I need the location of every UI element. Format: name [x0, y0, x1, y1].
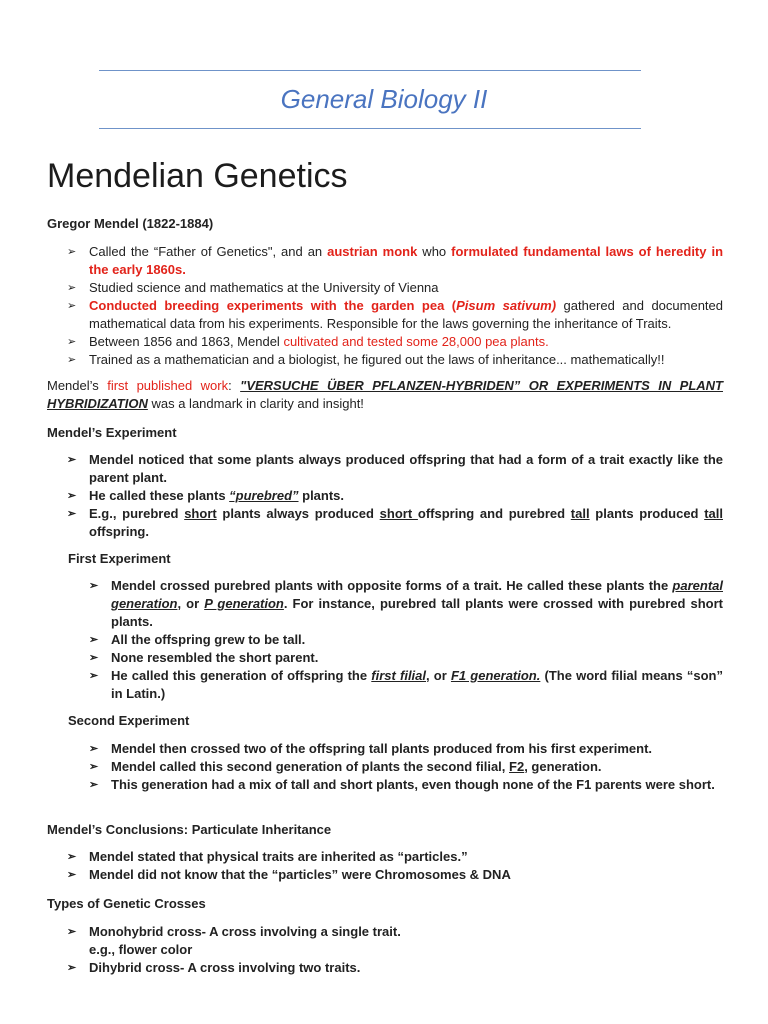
conclusions-heading: Mendel’s Conclusions: Particulate Inheritance — [47, 822, 332, 837]
arrow-bullet-icon: ➢ — [67, 354, 77, 366]
list-item: ➢ Mendel noticed that some plants always produced offspring that had a form of a trait exactly like the parent plant. — [67, 452, 723, 485]
mendel-bullet-list — [67, 243, 723, 369]
list-item: ➢ Mendel crossed purebred plants with opposite forms of a trait. He called these plants the parental generation, or P generation. For instance, purebred tall plants were crossed with purebred short plants. — [89, 578, 724, 629]
second-experiment-bullet-list — [89, 740, 723, 794]
list-item: ➢ Mendel then crossed two of the offspring tall plants produced from his first experiment. — [89, 741, 653, 756]
list-item: ➢ None resembled the short parent. — [89, 650, 319, 665]
list-item: ➢ He called these plants “purebred” plants. — [67, 488, 345, 503]
course-title: General Biology II — [280, 84, 488, 114]
list-item: ➢ Mendel called this second generation of plants the second filial, F2, generation. — [89, 759, 602, 774]
list-item: ➢ Trained as a mathematician and a biologist, he figured out the laws of inheritance... mathematically!! — [67, 352, 665, 367]
arrow-bullet-icon: ➢ — [67, 851, 77, 863]
arrow-bullet-icon: ➢ — [89, 761, 99, 773]
list-item: ➢ Studied science and mathematics at the University of Vienna — [67, 280, 439, 295]
arrow-bullet-icon: ➢ — [89, 743, 99, 755]
list-item: ➢ All the offspring grew to be tall. — [89, 632, 306, 647]
arrow-bullet-icon: ➢ — [89, 652, 99, 664]
arrow-bullet-icon: ➢ — [67, 490, 77, 502]
first-experiment-bullet-list — [89, 577, 723, 703]
arrow-bullet-icon: ➢ — [89, 634, 99, 646]
arrow-bullet-icon: ➢ — [67, 336, 77, 348]
list-item: ➢ E.g., purebred short plants always produced short offspring and purebred tall plants produced tall offspring. — [67, 506, 723, 539]
arrow-bullet-icon: ➢ — [89, 670, 99, 682]
header-top-rule — [99, 70, 641, 71]
conclusions-bullet-list — [67, 848, 723, 884]
arrow-bullet-icon: ➢ — [67, 300, 77, 312]
arrow-bullet-icon: ➢ — [67, 454, 77, 466]
arrow-bullet-icon: ➢ — [67, 962, 77, 974]
arrow-bullet-icon: ➢ — [67, 282, 77, 294]
arrow-bullet-icon: ➢ — [67, 246, 77, 258]
second-experiment-heading: Second Experiment — [68, 713, 190, 728]
crosses-heading: Types of Genetic Crosses — [47, 896, 206, 911]
arrow-bullet-icon: ➢ — [67, 508, 77, 520]
experiment-bullet-list — [67, 451, 723, 541]
first-published-work-paragraph: Mendel’s first published work: "VERSUCHE ÜBER PFLANZEN-HYBRIDEN” OR EXPERIMENTS IN PLANT HYBRIDIZATION was a landmark in clarity and insight! — [47, 378, 723, 411]
list-item: ➢ Mendel did not know that the “particles” were Chromosomes & DNA — [67, 867, 511, 882]
crosses-bullet-list — [67, 923, 723, 977]
mendel-heading: Gregor Mendel (1822-1884) — [47, 216, 214, 231]
page-title: Mendelian Genetics — [47, 157, 348, 195]
first-experiment-heading: First Experiment — [68, 551, 171, 566]
list-item: ➢ Monohybrid cross- A cross involving a single trait. e.g., flower color — [67, 923, 723, 959]
arrow-bullet-icon: ➢ — [89, 580, 99, 592]
example-text: e.g., flower color — [89, 942, 193, 957]
list-item: ➢ Called the “Father of Genetics", and an austrian monk who formulated fundamental laws of heredity in the early 1860s. — [67, 244, 724, 277]
list-item: ➢ Conducted breeding experiments with the garden pea (Pisum sativum) gathered and documented mathematical data from his experiments. Responsible for the laws governing the inheritance of Traits. — [67, 298, 723, 331]
header-bottom-rule — [99, 128, 641, 129]
list-item: ➢ Dihybrid cross- A cross involving two traits. — [67, 960, 361, 975]
arrow-bullet-icon: ➢ — [67, 926, 77, 938]
arrow-bullet-icon: ➢ — [67, 869, 77, 881]
list-item: ➢ Between 1856 and 1863, Mendel cultivated and tested some 28,000 pea plants. — [67, 334, 549, 349]
list-item: ➢ Mendel stated that physical traits are inherited as “particles.” — [67, 849, 468, 864]
list-item: ➢ This generation had a mix of tall and short plants, even though none of the F1 parents were short. — [89, 777, 715, 792]
list-item: ➢ He called this generation of offspring the first filial, or F1 generation. (The word filial means “son” in Latin.) — [89, 668, 723, 701]
arrow-bullet-icon: ➢ — [89, 779, 99, 791]
experiment-heading: Mendel’s Experiment — [47, 425, 177, 440]
